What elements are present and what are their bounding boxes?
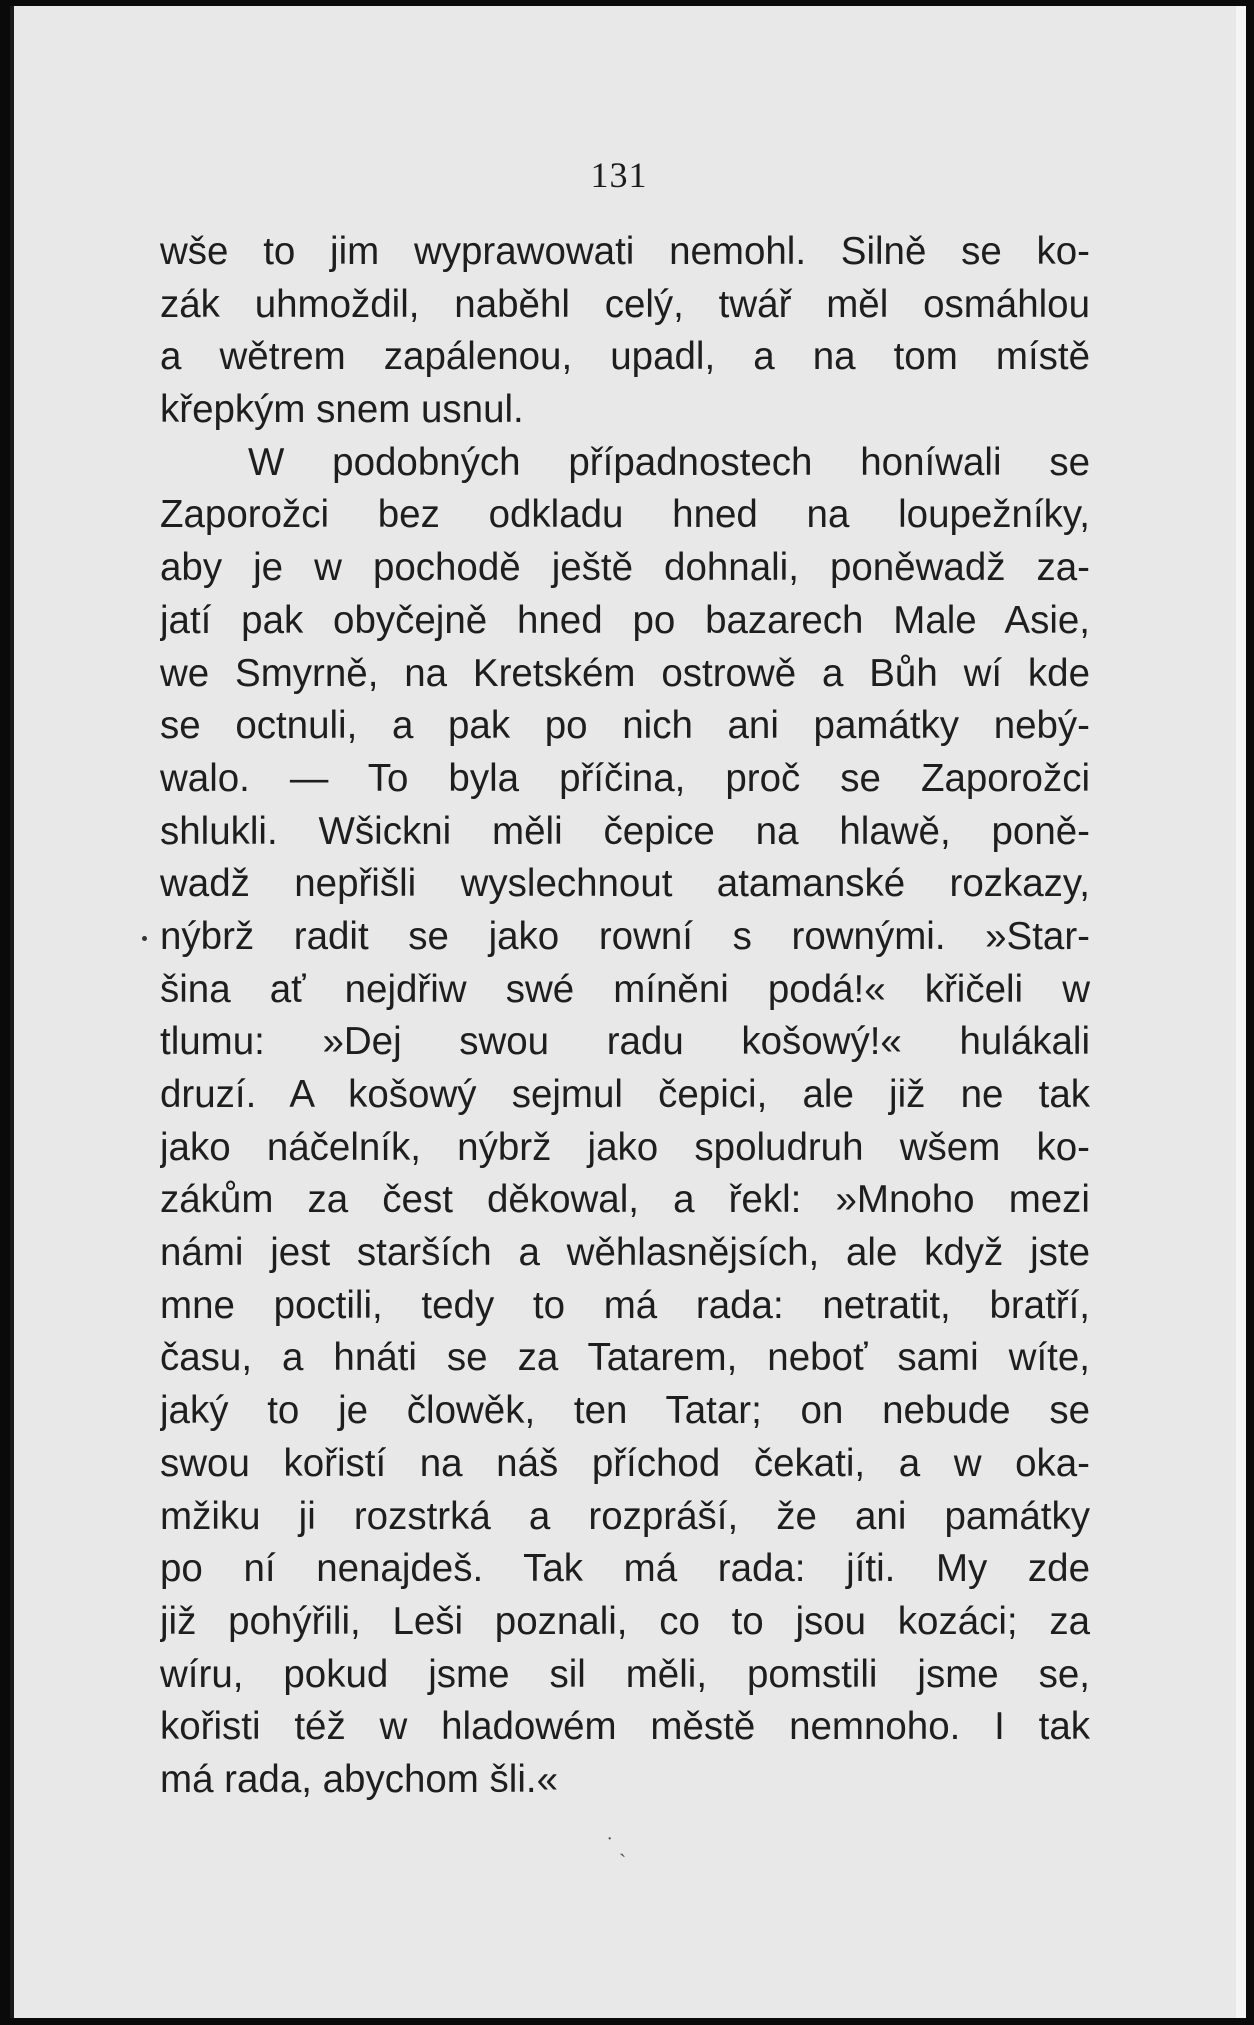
book-page [10, 6, 1246, 2018]
text-line: námi jest starších a wěhlasnějsích, ale když jste [160, 1231, 1090, 1275]
text-line: šina ať nejdřiw swé míněni podá!« křičeli w [160, 967, 1090, 1011]
text-line: W podobných případnostech honíwali se [248, 440, 1090, 484]
text-line: jatí pak obyčejně hned po bazarech Male Asie, [160, 598, 1090, 642]
text-line: tlumu: »Dej swou radu košowý!« hulákali [160, 1020, 1090, 1064]
text-line: mne poctili, tedy to má rada: netratit, bratří, [160, 1283, 1090, 1327]
text-line: we Smyrně, na Kretském ostrowě a Bůh wí kde [160, 651, 1090, 695]
text-line: křepkým snem usnul. [160, 388, 524, 432]
text-line: času, a hnáti se za Tatarem, neboť sami wíte, [160, 1336, 1090, 1380]
text-line: swou kořistí na náš příchod čekati, a w oka- [160, 1441, 1090, 1485]
text-line: po ní nenajdeš. Tak má rada: jíti. My zde [160, 1547, 1090, 1591]
text-line: kořisti též w hladowém městě nemnoho. I tak [160, 1705, 1090, 1749]
body-text [160, 226, 1090, 1807]
stray-mark: ˙ ˎ [606, 1832, 627, 1857]
text-line: jako náčelník, nýbrž jako spoludruh wšem ko- [160, 1125, 1090, 1169]
text-line: a wětrem zapálenou, upadl, a na tom místě [160, 335, 1090, 379]
text-line: mžiku ji rozstrká a rozpráší, že ani památky [160, 1494, 1090, 1538]
text-line: walo. — To byla příčina, proč se Zaporožci [160, 756, 1090, 800]
text-line: wadž nepřišli wyslechnout atamanské rozkazy, [160, 862, 1090, 906]
margin-speck [142, 936, 147, 941]
text-line: již pohýřili, Leši poznali, co to jsou kozáci; za [160, 1599, 1090, 1643]
text-line: zákům za čest děkowal, a řekl: »Mnoho mezi [160, 1178, 1090, 1222]
text-line: má rada, abychom šli.« [160, 1757, 559, 1801]
text-line: jaký to je člowěk, ten Tatar; on nebude se [160, 1389, 1090, 1433]
page-number: 131 [590, 155, 648, 195]
text-line: Zaporožci bez odkladu hned na loupežníky, [160, 493, 1090, 537]
text-line: se octnuli, a pak po nich ani památky nebý- [160, 704, 1090, 748]
text-line: druzí. A košowý sejmul čepici, ale již ne tak [160, 1073, 1090, 1116]
text-line: nýbrž radit se jako rowní s rownými. »Star- [160, 914, 1090, 958]
text-line: aby je w pochodě ještě dohnali, poněwadž za- [160, 546, 1090, 590]
text-line: wíru, pokud jsme sil měli, pomstili jsme se, [160, 1652, 1090, 1696]
text-line: zák uhmoždil, naběhl celý, twář měl osmáhlou [160, 282, 1090, 326]
text-line: wše to jim wyprawowati nemohl. Silně se ko- [160, 230, 1090, 273]
text-line: shlukli. Wšickni měli čepice na hlawě, poně- [160, 809, 1090, 853]
